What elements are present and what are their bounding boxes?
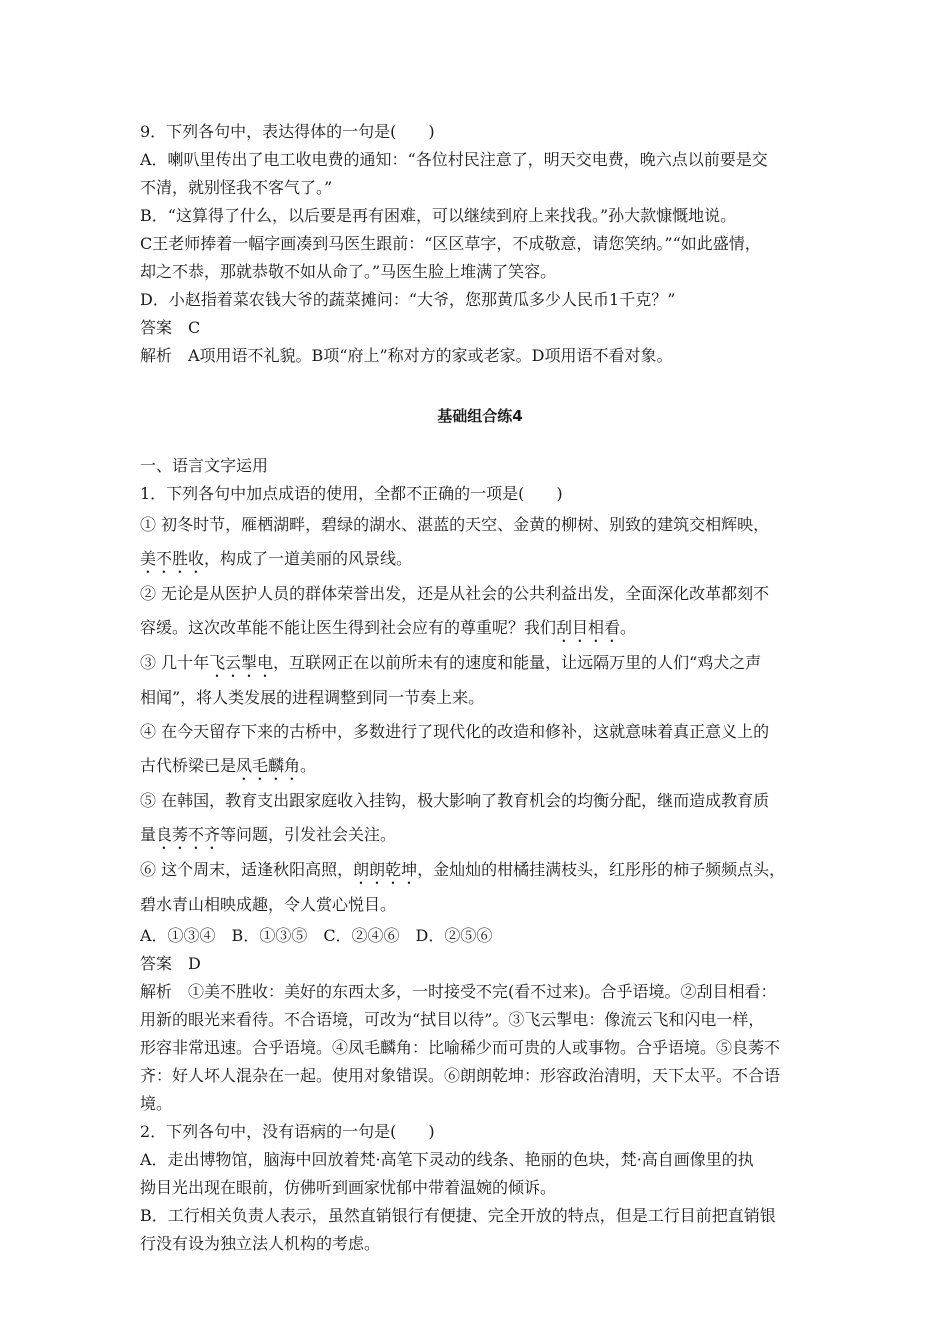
analysis: 解析 A项用语不礼貌。B项“府上”称对方的家或老家。D项用语不看对象。	[140, 346, 673, 365]
sentence-text: 容缓。这次改革能不能让医生得到社会应有的尊重呢？我们	[140, 618, 557, 637]
dotted-idiom: 良莠不齐	[156, 825, 221, 844]
sentence-text: ② 无论是从医护人员的群体荣誉出发，还是从社会的公共利益出发，全面深化改革都刻不	[140, 584, 770, 603]
dotted-idiom: 飞云掣电	[209, 653, 274, 672]
sentence-3	[140, 646, 820, 715]
answer: 答案 D	[140, 954, 201, 973]
answer: 答案 C	[140, 318, 201, 337]
option-b-line-1: B．工行相关负责人表示，虽然直销银行有便捷、完全开放的特点，但是工行目前把直销银	[140, 1206, 776, 1225]
option-b-line-2: 行没有设为独立法人机构的考虑。	[140, 1234, 381, 1253]
sentence-text: ，金灿灿的柑橘挂满枝头，红彤彤的柿子频频点头，	[417, 860, 786, 879]
sentence-text: 。	[300, 756, 317, 775]
dotted-idiom: 刮目相看	[556, 618, 621, 637]
question-stem: 1．下列各句中加点成语的使用，全都不正确的一项是( )	[140, 484, 563, 503]
sentence-text: ，互联网正在以前所未有的速度和能量，让远隔万里的人们“鸡犬之声	[273, 653, 762, 672]
question-2	[140, 1118, 820, 1258]
option-d: D．小赵指着菜农钱大爷的蔬菜摊问：“大爷，您那黄瓜多少人民币1千克？”	[140, 290, 676, 309]
sentence-text: ① 初冬时节，雁栖湖畔，碧绿的湖水、湛蓝的天空、金黄的柳树、别致的建筑交相辉映，	[140, 515, 770, 534]
option-a-line-2: 拗目光出现在眼前，仿佛听到画家忧郁中带着温婉的倾诉。	[140, 1178, 557, 1197]
analysis-line-4: 齐：好人坏人混杂在一起。使用对象错误。⑥朗朗乾坤：形容政治清明，天下太平。不合语	[140, 1066, 781, 1085]
question-1	[140, 480, 820, 1118]
option-a-line-1: A．喇叭里传出了电工收电费的通知：“各位村民注意了，明天交电费，晚六点以前要是交	[140, 150, 768, 169]
sentence-4	[140, 715, 820, 784]
sentence-5	[140, 784, 820, 853]
sentence-2	[140, 577, 820, 646]
question-stem: 9．下列各句中，表达得体的一句是( )	[140, 122, 435, 141]
sentence-text: 。	[620, 618, 637, 637]
question-stem: 2．下列各句中，没有语病的一句是( )	[140, 1122, 435, 1141]
option-b: B．“这算得了什么，以后要是再有困难，可以继续到府上来找我。”孙大款慷慨地说。	[140, 206, 737, 225]
part-heading: 一、语言文字运用	[140, 456, 269, 475]
options: A．①③④ B．①③⑤ C．②④⑥ D．②⑤⑥	[140, 926, 493, 945]
analysis-line-5: 境。	[140, 1094, 173, 1113]
sentence-text: 等问题，引发社会关注。	[220, 825, 397, 844]
sentence-text: ③ 几十年	[140, 653, 210, 672]
document-content	[140, 118, 820, 1258]
sentence-text: 碧水青山相映成趣，令人赏心悦目。	[140, 895, 397, 914]
option-a-line-2: 不清，就别怪我不客气了。”	[140, 178, 333, 197]
question-9	[140, 118, 820, 370]
option-a-line-1: A．走出博物馆，脑海中回放着梵·高笔下灵动的线条、艳丽的色块，梵·高自画像里的执	[140, 1150, 754, 1169]
option-c-line-2: 却之不恭，那就恭敬不如从命了。”马医生脸上堆满了笑容。	[140, 262, 557, 281]
dotted-idiom: 朗朗乾坤	[353, 860, 418, 879]
dotted-idiom: 凤毛麟角	[236, 756, 301, 775]
sentence-text: ，构成了一道美丽的风景线。	[204, 549, 413, 568]
sentence-text: ⑤ 在韩国，教育支出跟家庭收入挂钩，极大影响了教育机会的均衡分配，继而造成教育质	[140, 791, 770, 810]
section-title: 基础组合练4	[437, 407, 523, 425]
sentence-6	[140, 853, 820, 922]
sentence-1	[140, 508, 820, 577]
analysis-line-2: 用新的眼光来看待。不合语境，可改为“拭目以待”。③飞云掣电：像流云飞和闪电一样，	[140, 1010, 765, 1029]
sentence-text: 量	[140, 825, 157, 844]
dotted-idiom: 美不胜收	[140, 549, 205, 568]
sentence-text: ④ 在今天留存下来的古桥中，多数进行了现代化的改造和修补，这就意味着真正意义上的	[140, 722, 770, 741]
sentence-text: ⑥ 这个周末，适逢秋阳高照，	[140, 860, 354, 879]
option-c-line-1: C王老师捧着一幅字画凑到马医生跟前：“区区草字，不成敬意，请您笑纳。”“如此盛情，	[140, 234, 761, 253]
analysis-line-3: 形容非常迅速。合乎语境。④凤毛麟角：比喻稀少而可贵的人或事物。合乎语境。⑤良莠不	[140, 1038, 781, 1057]
analysis-line-1: 解析 ①美不胜收：美好的东西太多，一时接受不完(看不过来)。合乎语境。②刮目相看：	[140, 982, 777, 1001]
sentence-text: 古代桥梁已是	[140, 756, 237, 775]
sentence-text: 相闻”，将人类发展的进程调整到同一节奏上来。	[140, 688, 485, 707]
